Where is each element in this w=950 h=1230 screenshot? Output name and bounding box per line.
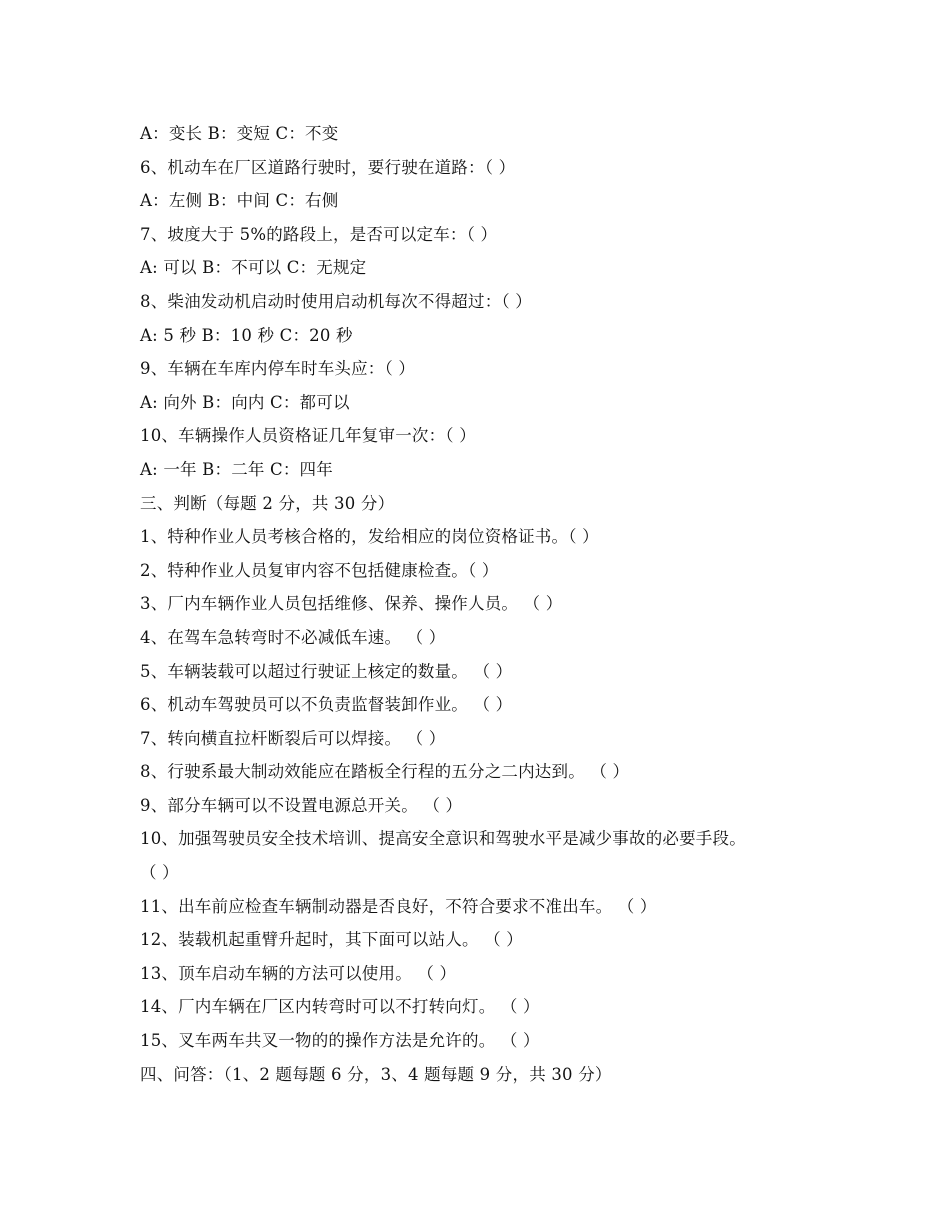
- judgment-item-10-continued: （ ）: [140, 863, 179, 883]
- judgment-item-8: 8、行驶系最大制动效能应在踏板全行程的五分之二内达到。 （ ）: [140, 762, 630, 782]
- judgment-item-4: 4、在驾车急转弯时不必减低车速。 （ ）: [140, 627, 446, 647]
- section-heading-judgment: 三、判断（每题 2 分，共 30 分）: [140, 493, 395, 513]
- judgment-item-9: 9、部分车辆可以不设置电源总开关。 （ ）: [140, 795, 463, 815]
- section-heading-qa: 四、问答：（1、2 题每题 6 分，3、4 题每题 9 分，共 30 分）: [140, 1064, 612, 1084]
- judgment-item-5: 5、车辆装载可以超过行驶证上核定的数量。 （ ）: [140, 661, 513, 681]
- judgment-item-6: 6、机动车驾驶员可以不负责监督装卸作业。 （ ）: [140, 695, 513, 715]
- judgment-item-13: 13、顶车启动车辆的方法可以使用。 （ ）: [140, 963, 457, 983]
- judgment-item-2: 2、特种作业人员复审内容不包括健康检查。（ ）: [140, 560, 499, 580]
- option-line-q7: A: 可以 B：不可以 C：无规定: [140, 258, 367, 278]
- judgment-item-12: 12、装载机起重臂升起时，其下面可以站人。 （ ）: [140, 930, 523, 950]
- option-line-q10: A: 一年 B：二年 C：四年: [140, 459, 333, 479]
- question-7: 7、坡度大于 5%的路段上，是否可以定车：（ ）: [140, 224, 498, 244]
- question-9: 9、车辆在车库内停车时车头应：（ ）: [140, 359, 416, 379]
- question-8: 8、柴油发动机启动时使用启动机每次不得超过：（ ）: [140, 291, 532, 311]
- judgment-item-10: 10、加强驾驶员安全技术培训、提高安全意识和驾驶水平是减少事故的必要手段。: [140, 829, 746, 849]
- option-line-q6: A：左侧 B：中间 C：右侧: [140, 191, 339, 211]
- judgment-item-3: 3、厂内车辆作业人员包括维修、保养、操作人员。 （ ）: [140, 594, 563, 614]
- option-line-q8: A: 5 秒 B：10 秒 C：20 秒: [140, 325, 353, 345]
- question-10: 10、车辆操作人员资格证几年复审一次：（ ）: [140, 426, 476, 446]
- option-line-q5: A：变长 B：变短 C：不变: [140, 124, 339, 143]
- option-line-q9: A: 向外 B：向内 C：都可以: [140, 392, 350, 412]
- judgment-item-11: 11、出车前应检查车辆制动器是否良好，不符合要求不准出车。 （ ）: [140, 896, 657, 916]
- question-6: 6、机动车在厂区道路行驶时，要行驶在道路：（ ）: [140, 157, 516, 177]
- judgment-item-15: 15、叉车两车共叉一物的的操作方法是允许的。 （ ）: [140, 1031, 540, 1051]
- judgment-item-7: 7、转向横直拉杆断裂后可以焊接。 （ ）: [140, 728, 446, 748]
- judgment-item-14: 14、厂内车辆在厂区内转弯时可以不打转向灯。 （ ）: [140, 997, 540, 1017]
- document-page: [140, 117, 930, 1091]
- judgment-item-1: 1、特种作业人员考核合格的，发给相应的岗位资格证书。（ ）: [140, 527, 599, 547]
